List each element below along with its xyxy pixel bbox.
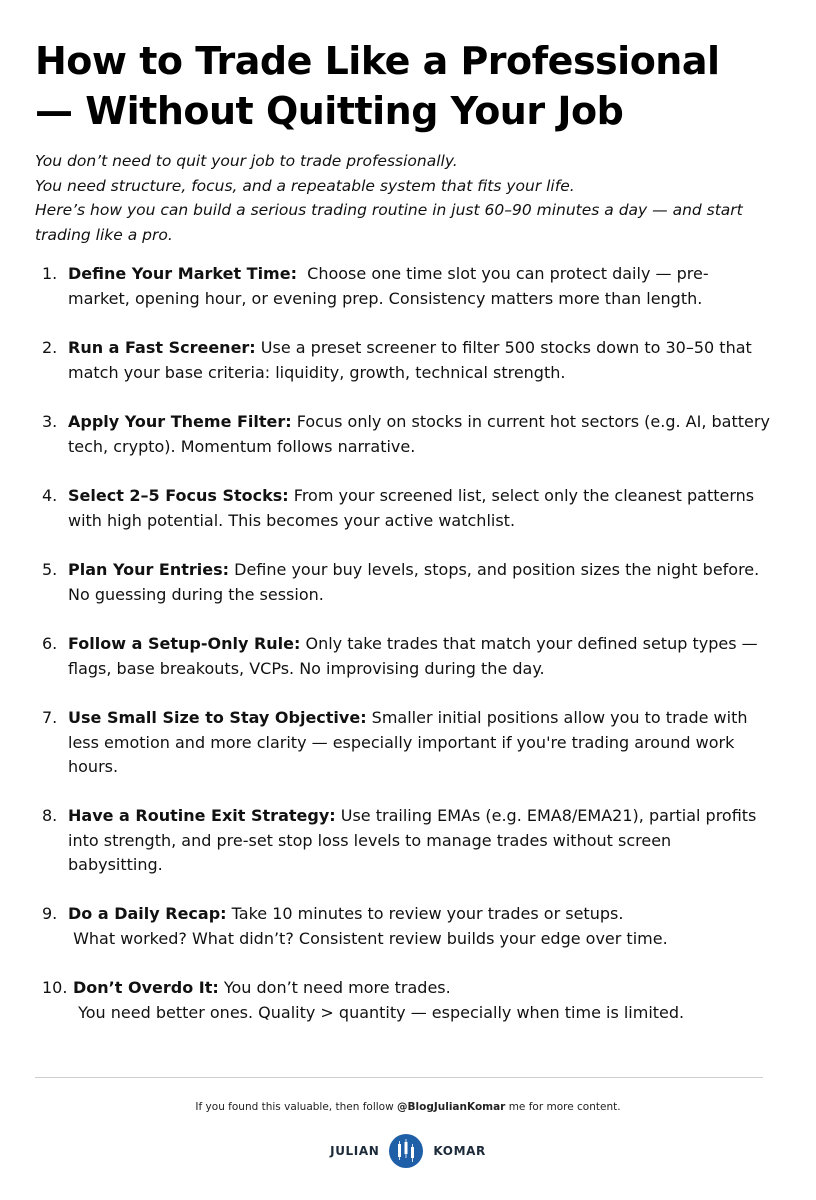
list-item bbox=[42, 336, 782, 385]
twitter-handle-link[interactable]: @BlogJulianKomar bbox=[397, 1101, 506, 1113]
step-text: Define your buy levels, stops, and position sizes the night before. bbox=[229, 560, 760, 579]
list-item bbox=[42, 804, 782, 878]
list-item bbox=[42, 558, 782, 607]
step-text: You need better ones. Quality > quantity — especially when time is limited. bbox=[73, 1002, 685, 1022]
step-text: hours. bbox=[68, 757, 119, 776]
list-item bbox=[42, 902, 782, 951]
brand-logo bbox=[0, 1131, 816, 1171]
step-number: 9. bbox=[42, 904, 58, 923]
list-item bbox=[42, 706, 782, 780]
step-heading: Apply Your Theme Filter: bbox=[68, 412, 292, 431]
step-heading: Select 2–5 Focus Stocks: bbox=[68, 486, 289, 505]
step-heading: Have a Routine Exit Strategy: bbox=[68, 806, 336, 825]
step-heading: Plan Your Entries: bbox=[68, 560, 230, 579]
step-text: No guessing during the session. bbox=[68, 584, 324, 604]
list-item bbox=[42, 632, 782, 681]
list-item bbox=[42, 262, 782, 311]
step-number: 4. bbox=[42, 486, 58, 505]
step-number: 2. bbox=[42, 338, 58, 357]
brand-name-left: JULIAN bbox=[330, 1144, 380, 1158]
step-number: 7. bbox=[42, 708, 58, 727]
brand-name-right: KOMAR bbox=[433, 1144, 486, 1158]
page-title bbox=[35, 36, 795, 136]
list-item bbox=[42, 410, 782, 459]
footer-suffix: me for more content. bbox=[505, 1101, 621, 1113]
intro-line-2: You need structure, focus, and a repeatable system that fits your life. bbox=[35, 176, 575, 195]
step-text: match your base criteria: liquidity, growth, technical strength. bbox=[68, 362, 566, 382]
step-heading: Do a Daily Recap: bbox=[68, 904, 227, 923]
step-text: Use a preset screener to filter 500 stocks down to 30–50 that bbox=[255, 338, 752, 357]
title-line-1: How to Trade Like a Professional bbox=[35, 39, 720, 83]
step-number: 10. bbox=[42, 978, 68, 997]
step-text: Choose one time slot you can protect daily — pre- bbox=[296, 264, 709, 283]
step-heading: Run a Fast Screener: bbox=[68, 338, 256, 357]
list-item bbox=[42, 484, 782, 533]
step-text: into strength, and pre-set stop loss levels to manage trades without screen bbox=[68, 830, 672, 850]
step-text: From your screened list, select only the cleanest patterns bbox=[288, 486, 755, 505]
step-heading: Define Your Market Time: bbox=[68, 264, 297, 283]
step-number: 8. bbox=[42, 806, 58, 825]
title-line-2: — Without Quitting Your Job bbox=[35, 89, 624, 133]
footer-divider bbox=[35, 1077, 763, 1078]
footer-note bbox=[0, 1101, 816, 1113]
step-text: Use trailing EMAs (e.g. EMA8/EMA21), partial profits bbox=[335, 806, 757, 825]
step-heading: Follow a Setup-Only Rule: bbox=[68, 634, 301, 653]
step-text: What worked? What didn’t? Consistent review builds your edge over time. bbox=[68, 928, 668, 948]
candlestick-logo-icon bbox=[389, 1134, 423, 1168]
step-text: flags, base breakouts, VCPs. No improvising during the day. bbox=[68, 658, 545, 678]
step-number: 5. bbox=[42, 560, 58, 579]
intro-line-1: You don’t need to quit your job to trade professionally. bbox=[35, 152, 458, 170]
step-text: Take 10 minutes to review your trades or setups. bbox=[226, 904, 624, 923]
step-text: with high potential. This becomes your active watchlist. bbox=[68, 510, 516, 530]
step-text: You don’t need more trades. bbox=[218, 978, 451, 997]
step-heading: Use Small Size to Stay Objective: bbox=[68, 708, 367, 727]
step-number: 1. bbox=[42, 264, 58, 283]
step-text: less emotion and more clarity — especially important if you're trading around work bbox=[68, 732, 735, 752]
intro-line-3: Here’s how you can build a serious trading routine in just 60–90 minutes a day — and start bbox=[35, 201, 743, 219]
step-text: tech, crypto). Momentum follows narrative. bbox=[68, 436, 416, 456]
intro-paragraph bbox=[35, 149, 785, 247]
step-text: Only take trades that match your defined setup types — bbox=[300, 634, 758, 653]
step-text: market, opening hour, or evening prep. Consistency matters more than length. bbox=[68, 288, 703, 308]
list-item bbox=[42, 976, 782, 1025]
step-text: Focus only on stocks in current hot sectors (e.g. AI, battery bbox=[291, 412, 770, 431]
step-number: 3. bbox=[42, 412, 58, 431]
step-number: 6. bbox=[42, 634, 58, 653]
footer-prefix: If you found this valuable, then follow bbox=[195, 1101, 398, 1113]
step-text: Smaller initial positions allow you to trade with bbox=[366, 708, 748, 727]
intro-line-4: trading like a pro. bbox=[35, 225, 173, 244]
step-text: babysitting. bbox=[68, 855, 163, 874]
step-heading: Don’t Overdo It: bbox=[73, 978, 219, 997]
